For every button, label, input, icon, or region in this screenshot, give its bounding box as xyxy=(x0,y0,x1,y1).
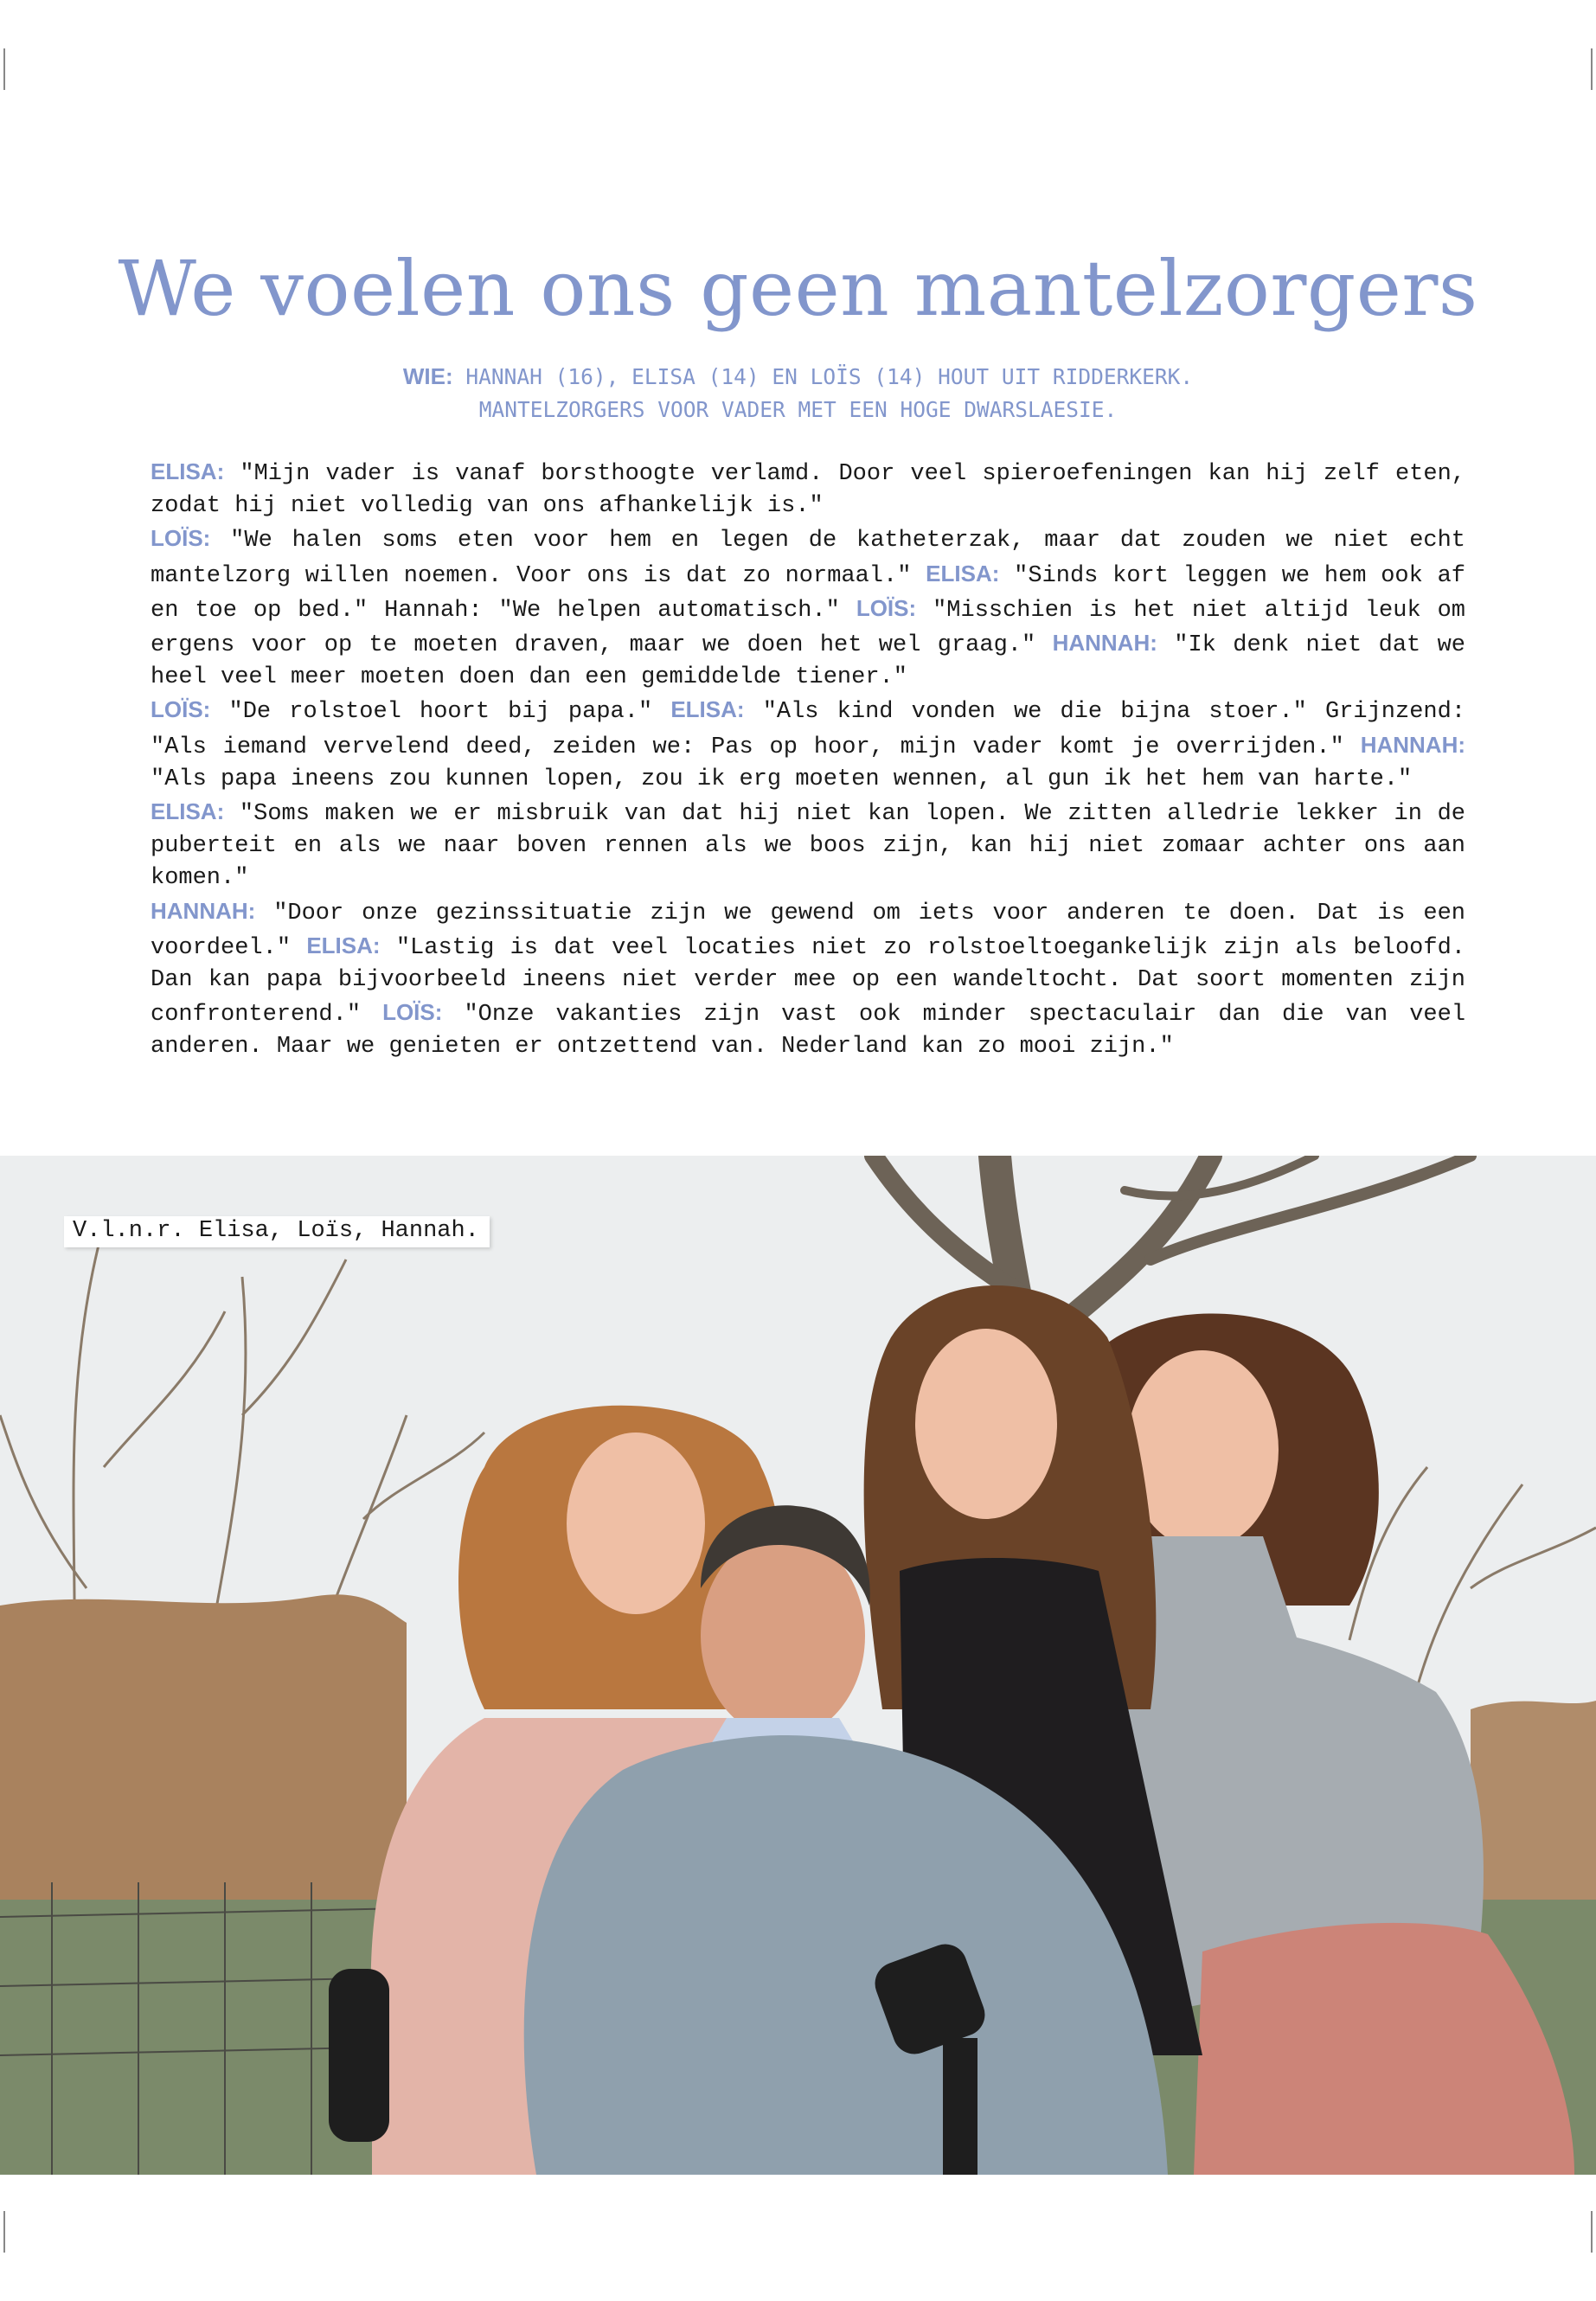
speaker-label: ELISA: xyxy=(670,696,745,723)
speaker-label: LOÏS: xyxy=(151,525,211,552)
quote-text: "Misschien is het niet altijd leuk om ergens voor op te moeten draven, maar we doen het wel graag." xyxy=(151,597,1465,659)
photo-caption: V.l.n.r. Elisa, Loïs, Hannah. xyxy=(64,1216,490,1247)
crop-mark-top-right xyxy=(1591,48,1593,90)
quote-text: "Lastig is dat veel locaties niet zo rolstoeltoegankelijk zijn als beloofd. Dan kan papa bijvoorbeeld ineens niet verder mee op een wandeltocht. Dat soort momenten zijn confronterend." xyxy=(151,934,1465,1029)
speaker-label: ELISA: xyxy=(151,458,225,484)
subtitle-line-2: MANTELZORGERS VOOR VADER MET EEN HOGE DWARSLAESIE. xyxy=(478,397,1118,422)
speaker-label: LOÏS: xyxy=(382,999,443,1026)
speaker-label: HANNAH: xyxy=(151,897,256,924)
speaker-label: HANNAH: xyxy=(1052,630,1157,657)
subtitle-text-1: HANNAH (16), ELISA (14) EN LOÏS (14) HOUT UIT RIDDERKERK. xyxy=(465,364,1194,389)
quote-text: "Sinds kort leggen we hem ook af en toe op bed." Hannah: "We helpen automatisch." xyxy=(151,562,1466,624)
quote-text: "Door onze gezinssituatie zijn we gewend om iets voor anderen te doen. Dat is een voordeel." xyxy=(151,900,1465,961)
speaker-label: HANNAH: xyxy=(1360,731,1466,758)
crop-mark-top-left xyxy=(3,48,5,90)
quote-text: "Mijn vader is vanaf borsthoogte verlamd. Door veel spieroefeningen kan hij zelf eten, zodat hij niet volledig van ons afhankelijk is." xyxy=(151,461,1465,520)
speaker-label: LOÏS: xyxy=(856,594,917,621)
quote-text: "Ik denk niet dat we heel veel meer moeten doen dan een gemiddelde tiener." xyxy=(151,632,1465,691)
family-photo-illustration xyxy=(0,1156,1596,2175)
paragraph xyxy=(151,895,1465,1064)
subtitle-line-1 xyxy=(0,360,1596,394)
subtitle-label: WIE: xyxy=(402,363,453,389)
article-subtitle xyxy=(0,360,1596,426)
quote-text: "Soms maken we er misbruik van dat hij niet kan lopen. We zitten alledrie lekker in de puberteit en als we naar boven rennen als we boos zijn, kan hij niet zomaar achter ons aan komen." xyxy=(151,801,1465,892)
article-title: We voelen ons geen mantelzorgers xyxy=(118,244,1478,333)
paragraph xyxy=(151,522,1465,694)
quote-text: "Als kind vonden we die bijna stoer." Grijnzend: "Als iemand vervelend deed, zeiden we: Pas op hoor, mijn vader komt je overrijden." xyxy=(151,699,1466,760)
article-body xyxy=(151,456,1465,1064)
paragraph xyxy=(151,456,1465,522)
paragraph xyxy=(151,796,1465,895)
speaker-label: ELISA: xyxy=(926,560,1000,586)
paragraph xyxy=(151,694,1465,796)
quote-text: "We halen soms eten voor hem en legen de katheterzak, maar dat zouden we niet echt mantelzorg willen noemen. Voor ons is dat zo normaal." xyxy=(151,528,1466,589)
speaker-label: LOÏS: xyxy=(151,696,211,723)
quote-text: "Onze vakanties zijn vast ook minder spectaculair dan die van veel anderen. Maar we genieten er ontzettend van. Nederland kan zo mooi zijn." xyxy=(151,1002,1466,1061)
speaker-label: ELISA: xyxy=(151,798,225,825)
crop-mark-bottom-left xyxy=(3,2211,5,2253)
quote-text: "Als papa ineens zou kunnen lopen, zou ik erg moeten wennen, al gun ik het hem van harte." xyxy=(151,766,1413,792)
crop-mark-bottom-right xyxy=(1591,2211,1593,2253)
quote-text: "De rolstoel hoort bij papa." xyxy=(228,699,653,726)
speaker-label: ELISA: xyxy=(306,932,381,958)
family-photo xyxy=(0,1156,1596,2175)
